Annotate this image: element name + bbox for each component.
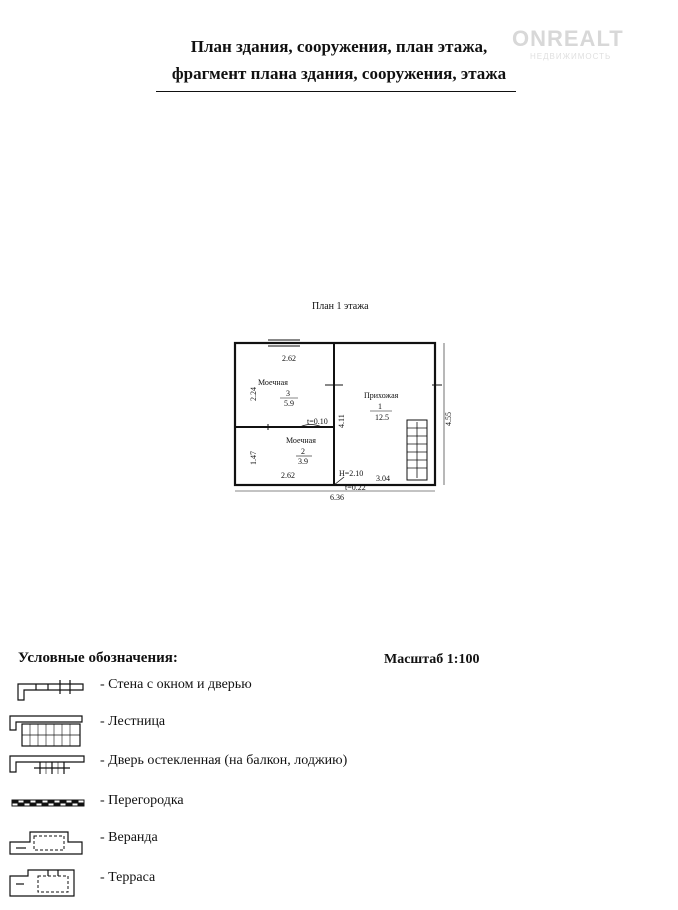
legend-heading: Условные обозначения: [18, 650, 178, 666]
plan-caption: План 1 этажа [312, 301, 369, 312]
legend-label-partition: - Перегородка [100, 793, 184, 808]
document-title-line-2: фрагмент плана здания, сооружения, этажа [171, 64, 507, 83]
legend-item-veranda [0, 826, 678, 862]
stairs-icon [8, 710, 88, 748]
room-2-name: Моечная [286, 436, 316, 445]
floor-plan [220, 330, 460, 505]
room-1-name: Прихожая [364, 391, 399, 400]
document-title-line-1: План здания, сооружения, план этажа, [190, 37, 488, 56]
room-1-number: 1 [378, 402, 382, 411]
room-3-area: 5.9 [284, 399, 294, 408]
legend-item-glazed-door [0, 752, 678, 788]
title-underline [156, 91, 516, 92]
dim-room2-height: 1.47 [249, 451, 258, 465]
legend-label-veranda: - Веранда [100, 830, 158, 845]
dim-total-width: 6.36 [330, 493, 344, 502]
room-3-name: Моечная [258, 378, 288, 387]
dim-top-left-width: 2.62 [282, 354, 296, 363]
scale-label: Масштаб 1:100 [384, 652, 480, 667]
legend-label-glazed-door: - Дверь остекленная (на балкон, лоджию) [100, 753, 348, 768]
legend-label-stairs: - Лестница [100, 714, 166, 729]
dim-outer-height: 4.55 [444, 412, 453, 426]
watermark-subtitle: НЕДВИЖИМОСТЬ [530, 52, 612, 61]
legend-label-wall: - Стена с окном и дверью [100, 677, 252, 692]
partition-icon [8, 794, 88, 814]
dim-hall-height: 4.11 [337, 414, 346, 428]
veranda-icon [8, 826, 88, 858]
legend-item-terrace [0, 866, 678, 902]
room-3-number: 3 [286, 389, 290, 398]
legend-item-partition [0, 794, 678, 830]
terrace-icon [8, 866, 88, 900]
room-1-area: 12.5 [375, 413, 389, 422]
room-2-number: 2 [301, 447, 305, 456]
legend-label-terrace: - Терраса [100, 870, 156, 885]
dim-hall-width: 3.04 [376, 474, 390, 483]
dim-room2-width: 2.62 [281, 471, 295, 480]
dim-step-1: t=0.10 [307, 417, 328, 426]
glazed-door-icon [8, 752, 88, 782]
legend-item-stairs [0, 710, 678, 746]
wall-window-door-icon [8, 674, 88, 704]
dim-room3-height: 2.24 [249, 387, 258, 401]
ceiling-height: H=2.10 [339, 469, 364, 478]
room-2-area: 3.9 [298, 457, 308, 466]
legend-item-wall [0, 674, 678, 710]
watermark-logo: ONREALT [512, 26, 624, 51]
dim-step-2: t=0.22 [345, 483, 366, 492]
